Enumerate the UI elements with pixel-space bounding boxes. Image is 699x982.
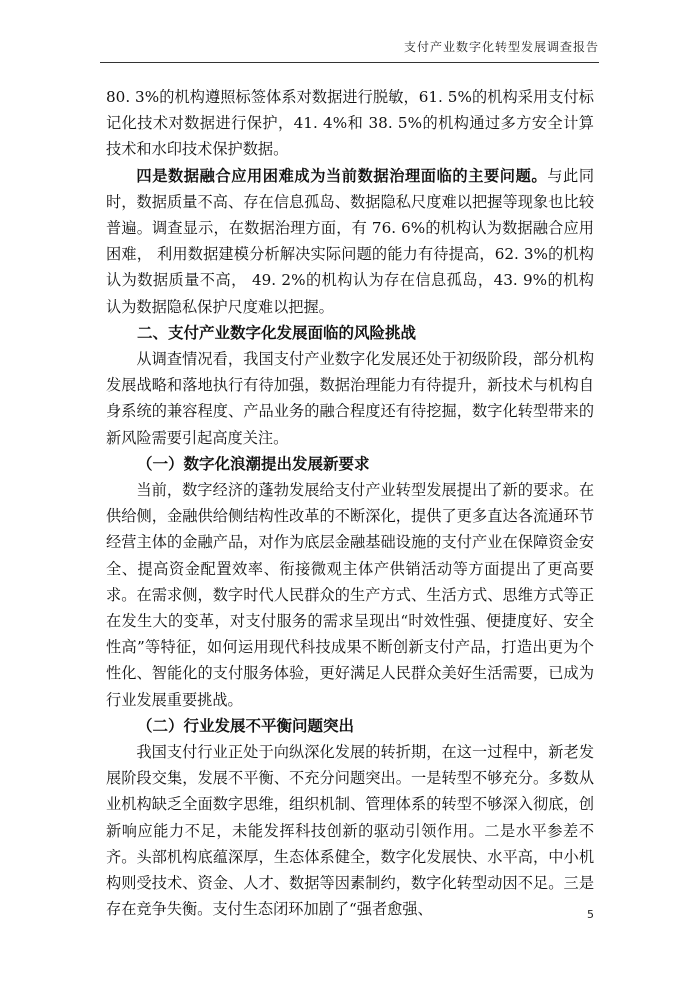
- section-heading-risks: 二、支付产业数字化发展面临的风险挑战: [137, 323, 417, 342]
- subsection-heading-imbalance: （二）行业发展不平衡问题突出: [137, 716, 355, 735]
- paragraph-imbalance: 我国支付行业正处于向纵深化发展的转折期，在这一过程中，新老发展阶段交集，发展不平衡、不充分问题突出。一是转型不够充分。多数从业机构缺乏全面数字思维，组织机制、管理体系的转型不够深入彻底，创新响应能力不足，未能发挥科技创新的驱动引领作用。二是水平参差不齐。头部机构底蕴深厚，生态体系健全，数字化发展快、水平高，中小机构则受技术、资金、人才、数据等因素制约，数字化转型动因不足。三是存在竞争失衡。支付生态闭环加剧了“强者愈强、: [106, 743, 594, 919]
- running-header: 支付产业数字化转型发展调查报告: [403, 40, 599, 54]
- paragraph-overview: 从调查情况看，我国支付产业数字化发展还处于初级阶段，部分机构发展战略和落地执行有待加强，数据治理能力有待提升，新技术与机构自身系统的兼容程度、产品业务的融合程度还有待挖掘，数字化转型带来的新风险需要引起高度关注。: [106, 350, 594, 447]
- paragraph-lead-sentence: 四是数据融合应用困难成为当前数据治理面临的主要问题。: [136, 166, 548, 185]
- paragraph-data-fusion: [106, 163, 594, 320]
- paragraph-body-text: 与此同时，数据质量不高、存在信息孤岛、数据隐私尺度难以把握等现象也比较普遍。调查显示，在数据治理方面，有 76. 6%的机构认为数据融合应用困难， 利用数据建模分析解决实际问题的能力有待提高，62. 3%的机构认为数据质量不高， 49. 2%的机构认为存在信息孤岛，43. 9%的机构认为数据隐私保护尺度难以把握。: [106, 166, 595, 316]
- page-content: [106, 84, 594, 923]
- paragraph-data-protection: 80. 3%的机构遵照标签体系对数据进行脱敏，61. 5%的机构采用支付标记化技术对数据进行保护，41. 4%和 38. 5%的机构通过多方安全计算技术和水印技术保护数据。: [106, 88, 594, 159]
- paragraph-digital-wave: 当前，数字经济的蓬勃发展给支付产业转型发展提出了新的要求。在供给侧，金融供给侧结构性改革的不断深化，提供了更多直达各流通环节经营主体的金融产品，对作为底层金融基础设施的支付产业在保障资金安全、提高资金配置效率、衔接微观主体产供销活动等方面提出了更高要求。在需求侧，数字时代人民群众的生产方式、生活方式、思维方式等正在发生大的变革，对支付服务的需求呈现出“时效性强、便捷度好、安全性高”等特征，如何运用现代科技成果不断创新支付产品，打造出更为个性化、智能化的支付服务体验，更好满足人民群众美好生活需要，已成为行业发展重要挑战。: [106, 481, 594, 709]
- subsection-heading-digital-wave: （一）数字化浪潮提出发展新要求: [137, 454, 370, 473]
- header-rule: [100, 62, 599, 63]
- page-number: 5: [587, 908, 594, 921]
